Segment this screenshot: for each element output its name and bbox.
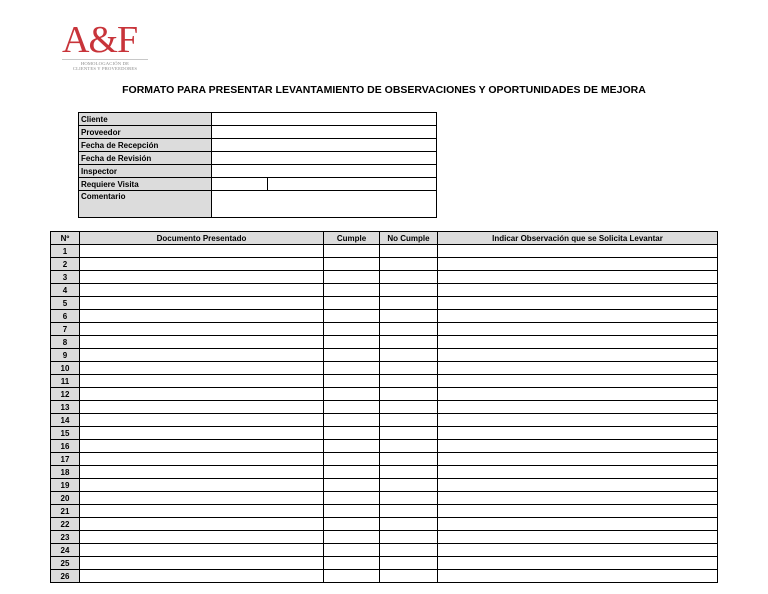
table-row [51, 245, 718, 258]
documento-cell[interactable] [80, 323, 324, 336]
observacion-cell[interactable] [438, 349, 718, 362]
no-cumple-cell[interactable] [380, 531, 438, 544]
no-cumple-cell[interactable] [380, 349, 438, 362]
row-number: 19 [51, 479, 80, 492]
observacion-cell[interactable] [438, 310, 718, 323]
field-comentario[interactable] [212, 191, 437, 218]
cumple-cell[interactable] [324, 505, 380, 518]
no-cumple-cell[interactable] [380, 310, 438, 323]
table-row [51, 453, 718, 466]
observacion-cell[interactable] [438, 401, 718, 414]
table-row [51, 570, 718, 583]
documento-cell[interactable] [80, 388, 324, 401]
cumple-cell[interactable] [324, 375, 380, 388]
row-number: 22 [51, 518, 80, 531]
cumple-cell[interactable] [324, 544, 380, 557]
documento-cell[interactable] [80, 362, 324, 375]
documento-cell[interactable] [80, 570, 324, 583]
observacion-cell[interactable] [438, 466, 718, 479]
table-row [51, 310, 718, 323]
documento-cell[interactable] [80, 258, 324, 271]
no-cumple-cell[interactable] [380, 362, 438, 375]
observacion-cell[interactable] [438, 453, 718, 466]
row-number: 11 [51, 375, 80, 388]
documento-cell[interactable] [80, 557, 324, 570]
row-number: 9 [51, 349, 80, 362]
documento-cell[interactable] [80, 375, 324, 388]
field-cliente[interactable] [212, 113, 437, 126]
cumple-cell[interactable] [324, 349, 380, 362]
info-table [78, 112, 437, 218]
table-row [51, 440, 718, 453]
row-number: 24 [51, 544, 80, 557]
table-row [51, 414, 718, 427]
observacion-cell[interactable] [438, 531, 718, 544]
table-row [51, 531, 718, 544]
company-logo [62, 19, 148, 71]
no-cumple-cell[interactable] [380, 557, 438, 570]
cumple-cell[interactable] [324, 271, 380, 284]
table-row [51, 271, 718, 284]
cumple-cell[interactable] [324, 570, 380, 583]
label-proveedor: Proveedor [79, 126, 212, 139]
table-row [51, 336, 718, 349]
row-number: 8 [51, 336, 80, 349]
row-number: 20 [51, 492, 80, 505]
observacion-cell[interactable] [438, 362, 718, 375]
documento-cell[interactable] [80, 310, 324, 323]
row-number: 4 [51, 284, 80, 297]
cumple-cell[interactable] [324, 427, 380, 440]
no-cumple-cell[interactable] [380, 271, 438, 284]
table-row [51, 401, 718, 414]
row-number: 15 [51, 427, 80, 440]
no-cumple-cell[interactable] [380, 284, 438, 297]
documento-cell[interactable] [80, 440, 324, 453]
row-number: 18 [51, 466, 80, 479]
observacion-cell[interactable] [438, 388, 718, 401]
documento-cell[interactable] [80, 518, 324, 531]
no-cumple-cell[interactable] [380, 505, 438, 518]
documento-cell[interactable] [80, 492, 324, 505]
table-row [51, 466, 718, 479]
documento-cell[interactable] [80, 505, 324, 518]
table-row [51, 544, 718, 557]
logo-mark: A&F [62, 19, 138, 61]
observacion-cell[interactable] [438, 544, 718, 557]
table-row [51, 427, 718, 440]
no-cumple-cell[interactable] [380, 427, 438, 440]
observacion-cell[interactable] [438, 479, 718, 492]
documento-cell[interactable] [80, 336, 324, 349]
observations-table [50, 231, 718, 583]
row-number: 6 [51, 310, 80, 323]
observacion-cell[interactable] [438, 375, 718, 388]
table-row [51, 518, 718, 531]
row-number: 13 [51, 401, 80, 414]
field-proveedor[interactable] [212, 126, 437, 139]
row-number: 12 [51, 388, 80, 401]
table-row [51, 479, 718, 492]
field-fecha-revision[interactable] [212, 152, 437, 165]
documento-cell[interactable] [80, 401, 324, 414]
logo-subtitle-line1: HOMOLOGACIÓN DE [80, 61, 130, 66]
row-number: 1 [51, 245, 80, 258]
cumple-cell[interactable] [324, 531, 380, 544]
documento-cell[interactable] [80, 414, 324, 427]
header-num: Nº [51, 232, 80, 245]
documento-cell[interactable] [80, 284, 324, 297]
no-cumple-cell[interactable] [380, 570, 438, 583]
cumple-cell[interactable] [324, 388, 380, 401]
table-row [51, 258, 718, 271]
field-requiere-visita-detail[interactable] [268, 178, 437, 191]
row-number: 23 [51, 531, 80, 544]
cumple-cell[interactable] [324, 518, 380, 531]
observacion-cell[interactable] [438, 323, 718, 336]
header-observacion: Indicar Observación que se Solicita Levantar [438, 232, 718, 245]
no-cumple-cell[interactable] [380, 297, 438, 310]
observacion-cell[interactable] [438, 336, 718, 349]
field-requiere-visita[interactable] [212, 178, 268, 191]
observacion-cell[interactable] [438, 245, 718, 258]
observacion-cell[interactable] [438, 505, 718, 518]
row-number: 7 [51, 323, 80, 336]
label-inspector: Inspector [79, 165, 212, 178]
documento-cell[interactable] [80, 531, 324, 544]
table-row [51, 349, 718, 362]
no-cumple-cell[interactable] [380, 466, 438, 479]
label-requiere-visita: Requiere Visita [79, 178, 212, 191]
documento-cell[interactable] [80, 245, 324, 258]
cumple-cell[interactable] [324, 297, 380, 310]
observacion-cell[interactable] [438, 570, 718, 583]
field-fecha-recepcion[interactable] [212, 139, 437, 152]
observacion-cell[interactable] [438, 427, 718, 440]
cumple-cell[interactable] [324, 479, 380, 492]
label-fecha-recepcion: Fecha de Recepción [79, 139, 212, 152]
observacion-cell[interactable] [438, 297, 718, 310]
cumple-cell[interactable] [324, 557, 380, 570]
table-row [51, 362, 718, 375]
table-row [51, 323, 718, 336]
row-number: 26 [51, 570, 80, 583]
no-cumple-cell[interactable] [380, 479, 438, 492]
no-cumple-cell[interactable] [380, 258, 438, 271]
row-number: 10 [51, 362, 80, 375]
observacion-cell[interactable] [438, 492, 718, 505]
row-number: 16 [51, 440, 80, 453]
cumple-cell[interactable] [324, 258, 380, 271]
cumple-cell[interactable] [324, 362, 380, 375]
cumple-cell[interactable] [324, 336, 380, 349]
no-cumple-cell[interactable] [380, 414, 438, 427]
field-inspector[interactable] [212, 165, 437, 178]
no-cumple-cell[interactable] [380, 323, 438, 336]
documento-cell[interactable] [80, 453, 324, 466]
row-number: 21 [51, 505, 80, 518]
label-comentario: Comentario [79, 191, 212, 218]
no-cumple-cell[interactable] [380, 245, 438, 258]
header-documento: Documento Presentado [80, 232, 324, 245]
no-cumple-cell[interactable] [380, 375, 438, 388]
cumple-cell[interactable] [324, 466, 380, 479]
row-number: 25 [51, 557, 80, 570]
row-number: 5 [51, 297, 80, 310]
cumple-cell[interactable] [324, 245, 380, 258]
observacion-cell[interactable] [438, 258, 718, 271]
table-row [51, 505, 718, 518]
observacion-cell[interactable] [438, 271, 718, 284]
observacion-cell[interactable] [438, 518, 718, 531]
no-cumple-cell[interactable] [380, 401, 438, 414]
label-cliente: Cliente [79, 113, 212, 126]
no-cumple-cell[interactable] [380, 336, 438, 349]
cumple-cell[interactable] [324, 414, 380, 427]
documento-cell[interactable] [80, 349, 324, 362]
cumple-cell[interactable] [324, 453, 380, 466]
no-cumple-cell[interactable] [380, 518, 438, 531]
row-number: 14 [51, 414, 80, 427]
form-title: FORMATO PARA PRESENTAR LEVANTAMIENTO DE OBSERVACIONES Y OPORTUNIDADES DE MEJORA [122, 84, 646, 96]
table-row [51, 557, 718, 570]
cumple-cell[interactable] [324, 323, 380, 336]
cumple-cell[interactable] [324, 401, 380, 414]
table-row [51, 492, 718, 505]
no-cumple-cell[interactable] [380, 544, 438, 557]
observacion-cell[interactable] [438, 557, 718, 570]
table-row [51, 284, 718, 297]
documento-cell[interactable] [80, 271, 324, 284]
observacion-cell[interactable] [438, 284, 718, 297]
documento-cell[interactable] [80, 544, 324, 557]
observacion-cell[interactable] [438, 414, 718, 427]
label-fecha-revision: Fecha de Revisión [79, 152, 212, 165]
no-cumple-cell[interactable] [380, 453, 438, 466]
no-cumple-cell[interactable] [380, 440, 438, 453]
observacion-cell[interactable] [438, 440, 718, 453]
row-number: 17 [51, 453, 80, 466]
row-number: 3 [51, 271, 80, 284]
header-no-cumple: No Cumple [380, 232, 438, 245]
documento-cell[interactable] [80, 297, 324, 310]
documento-cell[interactable] [80, 466, 324, 479]
table-row [51, 375, 718, 388]
header-cumple: Cumple [324, 232, 380, 245]
logo-subtitle-line2: CLIENTES Y PROVEEDORES [72, 66, 138, 71]
documento-cell[interactable] [80, 479, 324, 492]
documento-cell[interactable] [80, 427, 324, 440]
cumple-cell[interactable] [324, 310, 380, 323]
table-row [51, 388, 718, 401]
no-cumple-cell[interactable] [380, 492, 438, 505]
cumple-cell[interactable] [324, 440, 380, 453]
no-cumple-cell[interactable] [380, 388, 438, 401]
cumple-cell[interactable] [324, 492, 380, 505]
table-row [51, 297, 718, 310]
cumple-cell[interactable] [324, 284, 380, 297]
row-number: 2 [51, 258, 80, 271]
